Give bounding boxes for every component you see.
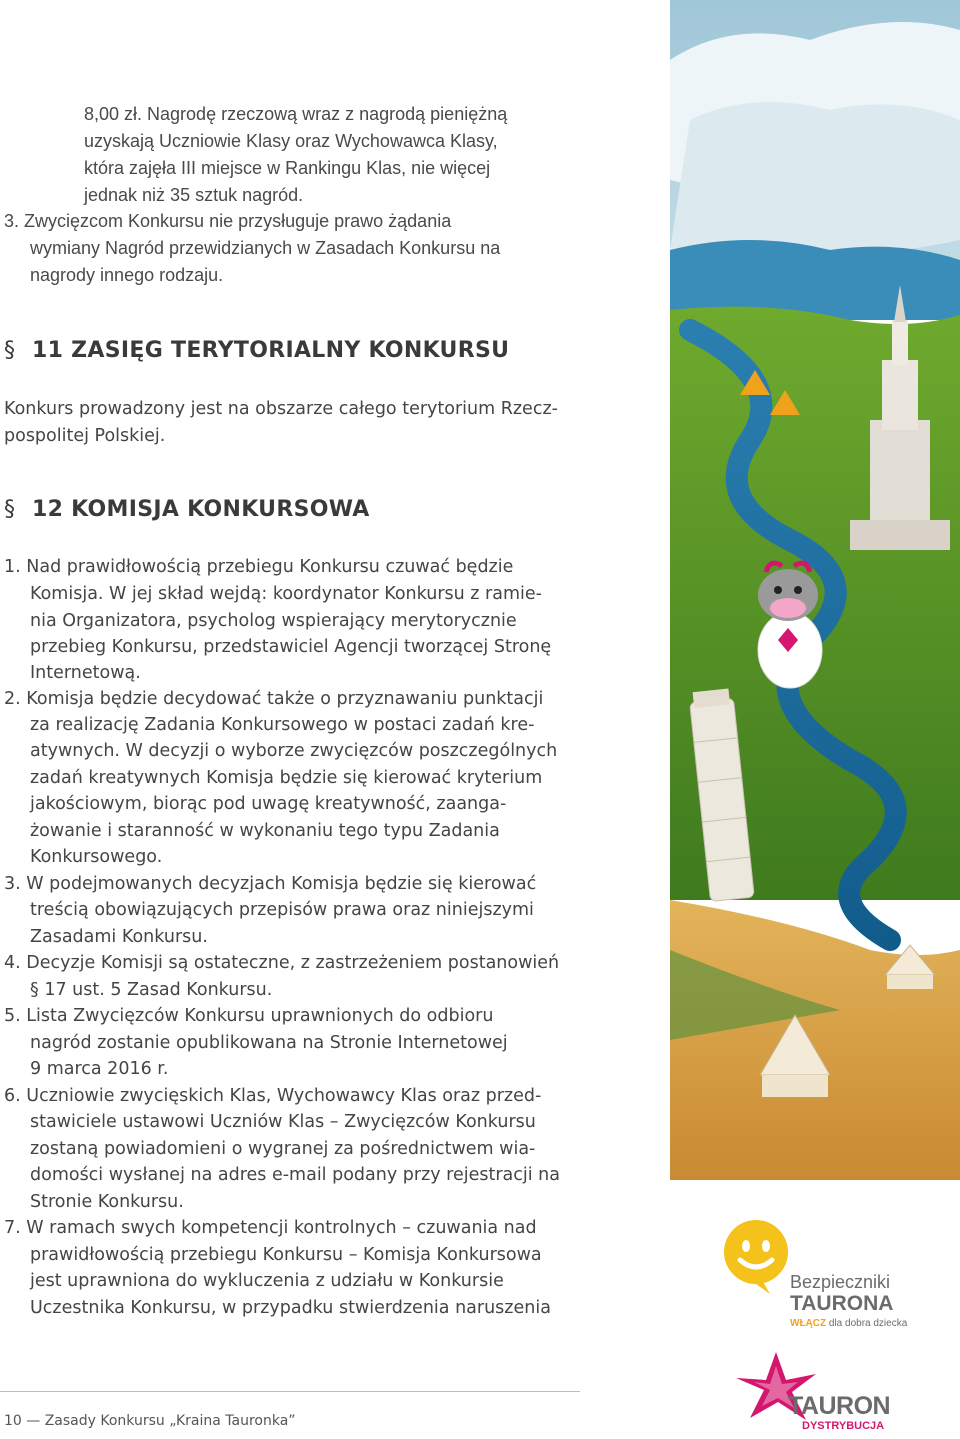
section-12-line: 9 marca 2016 r. [30, 1059, 169, 1079]
section-12-line: 1. Nad prawidłowością przebiegu Konkursu czuwać będzie [4, 557, 514, 577]
tagline-strong: WŁĄCZ [790, 1318, 827, 1329]
bezpieczniki-tagline [790, 1318, 907, 1329]
section-12-heading [4, 497, 370, 522]
section-11-title: 11 ZASIĘG TERYTORIALNY KONKURSU [32, 338, 510, 363]
section-12-line: Konkursowego. [30, 847, 163, 867]
section-11-line: Konkurs prowadzony jest na obszarze całego terytorium Rzecz- [4, 399, 558, 419]
section-12-line: 6. Uczniowie zwycięskich Klas, Wychowawcy Klas oraz przed- [4, 1086, 542, 1106]
page-footer: 10 — Zasady Konkursu „Kraina Tauronka” [4, 1413, 296, 1429]
bezpieczniki-line1: Bezpieczniki [790, 1272, 891, 1292]
section-symbol: § [4, 497, 16, 522]
section-12-line: nagród zostanie opublikowana na Stronie Internetowej [30, 1033, 508, 1053]
section-12-line: stawiciele ustawowi Uczniów Klas – Zwycięzców Konkursu [30, 1112, 536, 1132]
intro-line: jednak niż 35 sztuk nagród. [84, 185, 304, 205]
landscape-illustration [670, 0, 960, 1180]
section-12-line: Uczestnika Konkursu, w przypadku stwierdzenia naruszenia [30, 1298, 551, 1318]
section-11-line: pospolitej Polskiej. [4, 426, 166, 446]
intro-line: 3. Zwycięzcom Konkursu nie przysługuje prawo żądania [4, 211, 452, 231]
section-12-line: atywnych. W decyzji o wyborze zwycięzców poszczególnych [30, 741, 558, 761]
section-12-line: domości wysłanej na adres e-mail podany przy rejestracji na [30, 1165, 560, 1185]
tauron-sub: DYSTRYBUCJA [802, 1420, 885, 1432]
section-12-line: 3. W podejmowanych decyzjach Komisja będzie się kierować [4, 874, 537, 894]
section-12-line: za realizację Zadania Konkursowego w postaci zadań kre- [30, 715, 535, 735]
section-12-line: Internetową. [30, 663, 141, 683]
section-12-line: 2. Komisja będzie decydować także o przyznawaniu punktacji [4, 689, 544, 709]
section-12-title: 12 KOMISJA KONKURSOWA [32, 497, 370, 522]
mascot-cow [758, 563, 822, 688]
desert [670, 900, 960, 1180]
section-12-line: przebieg Konkursu, przedstawiciel Agencji tworzącej Stronę [30, 637, 552, 657]
intro-line: uzyskają Uczniowie Klasy oraz Wychowawca Klasy, [84, 131, 498, 151]
section-12-line: nia Organizatora, psycholog wspierający merytorycznie [30, 611, 517, 631]
section-12-line: zadań kreatywnych Komisja będzie się kierować kryterium [30, 768, 543, 788]
intro-line: która zajęła III miejsce w Rankingu Klas, nie więcej [84, 158, 491, 178]
bezpieczniki-line2: TAURONA [790, 1292, 894, 1315]
section-12-line: Zasadami Konkursu. [30, 927, 208, 947]
section-symbol: § [4, 338, 16, 363]
section-12-line: Komisja. W jej skład wejdą: koordynator Konkursu z ramie- [30, 584, 542, 604]
tauron-name: TAURON [788, 1392, 891, 1420]
section-12-line: prawidłowością przebiegu Konkursu – Komisja Konkursowa [30, 1245, 542, 1265]
smiley-icon [722, 1218, 792, 1298]
section-12-line: 4. Decyzje Komisji są ostateczne, z zastrzeżeniem postanowień [4, 953, 560, 973]
footer-divider [0, 1391, 580, 1392]
section-12-line: jakościowym, biorąc pod uwagę kreatywność, zaanga- [30, 794, 507, 814]
desert-tent-small [885, 945, 935, 989]
section-12-line: 7. W ramach swych kompetencji kontrolnych – czuwania nad [4, 1218, 537, 1238]
bezpieczniki-logo [722, 1218, 952, 1328]
section-12-line: treścią obowiązujących przepisów prawa oraz niniejszymi [30, 900, 534, 920]
intro-line: wymiany Nagród przewidzianych w Zasadach Konkursu na [30, 238, 501, 258]
tagline-rest: dla dobra dziecka [826, 1318, 908, 1329]
intro-line: 8,00 zł. Nagrodę rzeczową wraz z nagrodą pieniężną [84, 104, 508, 124]
section-12-line: 5. Lista Zwycięzców Konkursu uprawnionych do odbioru [4, 1006, 494, 1026]
section-12-line: § 17 ust. 5 Zasad Konkursu. [30, 980, 273, 1000]
section-12-line: zostaną powiadomieni o wygranej za pośrednictwem wia- [30, 1139, 536, 1159]
tauron-logo [736, 1352, 956, 1436]
side-illustration [670, 0, 960, 1180]
section-12-line: Stronie Konkursu. [30, 1192, 184, 1212]
intro-line: nagrody innego rodzaju. [30, 265, 224, 285]
section-11-heading [4, 338, 509, 363]
section-12-line: żowanie i staranność w wykonaniu tego typu Zadania [30, 821, 500, 841]
section-12-line: jest uprawniona do wykluczenia z udziału w Konkursie [30, 1271, 504, 1291]
logo-area [670, 1180, 960, 1439]
